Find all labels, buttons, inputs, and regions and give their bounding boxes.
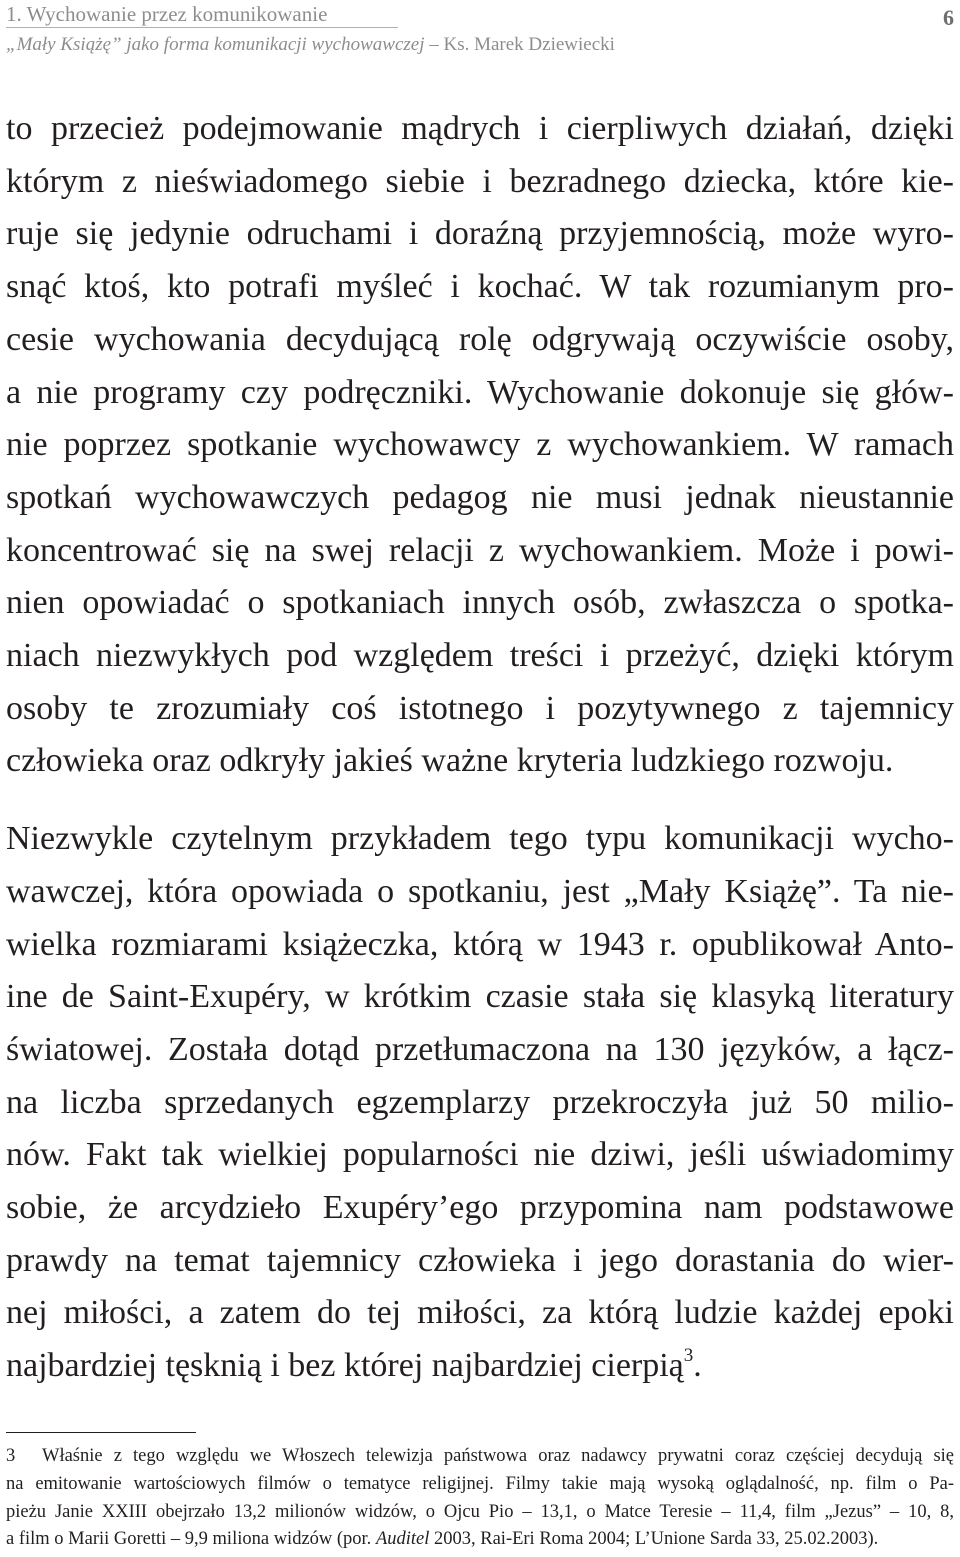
text-line: Niezwykle czytelnym przykładem tego typu komunikacji wycho-: [6, 820, 954, 858]
text-line: prawdy na temat tajemnicy człowieka i jego dorastania do wier-: [6, 1241, 954, 1279]
author: – Ks. Marek Dziewiecki: [424, 34, 615, 55]
text-line: to przecież podejmowanie mądrych i cierpliwych działań, dzięki: [6, 110, 954, 147]
header-subtitle: [6, 33, 615, 57]
body-text: [6, 103, 954, 1393]
text-line: wielka rozmiarami książeczka, którą w 1943 r. opublikował Anto-: [6, 925, 954, 963]
text-line: cesie wychowania decydującą rolę odgrywają oczywiście osoby,: [6, 320, 954, 358]
text-line: niach niezwykłych pod względem treści i przeżyć, dzięki którym: [6, 637, 954, 675]
text-line: sobie, że arcydzieło Exupéry’ego przypomina nam podstawowe: [6, 1189, 954, 1227]
text-line: ruje się jedynie odruchami i doraźną przyjemnością, może wyro-: [6, 215, 954, 253]
footnote-line-3: pieżu Janie XXIII obejrzało 13,2 milionów widzów, o Ojcu Pio – 13,1, o Matce Teresie – 11,4, film „Jezus” – 10, 8,: [6, 1501, 954, 1522]
footnote: [6, 1443, 954, 1554]
text-line: człowieka oraz odkryły jakieś ważne kryteria ludzkiego rozwoju.: [6, 742, 894, 780]
text-line: najbardziej tęsknią i bez której najbardziej cierpią$^3$.: [6, 1345, 702, 1385]
text-line: wawczej, która opowiada o spotkaniu, jest „Mały Książę”. Ta nie-: [6, 872, 954, 910]
footnote-number: 3: [6, 1446, 16, 1466]
footnote-line-4: [6, 1526, 954, 1554]
running-header: [6, 0, 954, 60]
footnote-reference[interactable]: 3: [683, 1345, 694, 1367]
text-line: nien opowiadać o spotkaniach innych osób, zwłaszcza o spotka-: [6, 584, 954, 622]
footnote-separator: [6, 1432, 196, 1433]
text-line: a nie programy czy podręczniki. Wychowanie dokonuje się głów-: [6, 373, 954, 411]
footnote-line-2: na emitowanie wartościowych filmów o tematyce religijnej. Filmy takie mają wysoką oglądalność, np. film o Pa-: [6, 1473, 954, 1494]
line-text: najbardziej tęsknią i bez której najbardziej cierpią: [6, 1347, 684, 1385]
book-title: „Mały Książę” jako forma komunikacji wychowawczej: [6, 34, 425, 55]
text-line: spotkań wychowawczych pedagog nie musi jednak nieustannie: [6, 478, 954, 516]
text-line: nej miłości, a zatem do tej miłości, za którą ludzie każdej epoki: [6, 1294, 954, 1332]
paragraph-2: [6, 813, 954, 1393]
text-line: nie poprzez spotkanie wychowawcy z wychowankiem. W ramach: [6, 426, 954, 464]
text-line: koncentrować się na swej relacji z wychowankiem. Może i powi-: [6, 531, 954, 569]
text-line: osoby te zrozumiały coś istotnego i pozytywnego z tajemnicy: [6, 689, 954, 727]
footnote-text: Właśnie z tego względu we Włoszech telewizja państwowa oraz nadawcy prywatni coraz częściej decydują się: [42, 1446, 954, 1466]
text-line: którym z nieświadomego siebie i bezradnego dziecka, które kie-: [6, 162, 954, 200]
text-line: ine de Saint-Exupéry, w krótkim czasie stała się klasyką literatury: [6, 978, 954, 1016]
footnote-source-title: Auditel: [375, 1529, 430, 1550]
text-line: na liczba sprzedanych egzemplarzy przekroczyła już 50 milio-: [6, 1083, 954, 1121]
text-line: światowej. Została dotąd przetłumaczona na 130 języków, a łącz-: [6, 1030, 954, 1068]
header-underline: [6, 27, 398, 28]
paragraph-1: [6, 103, 954, 788]
text-line: nów. Fakt tak wielkiej popularności nie dziwi, jeśli uświadomimy: [6, 1136, 954, 1174]
footnote-text: a film o Marii Goretti – 9,9 miliona widzów (por.: [6, 1529, 376, 1550]
footnote-line-1: [6, 1443, 954, 1471]
footnote-text: 2003, Rai-Eri Roma 2004; L’Unione Sarda 33, 25.02.2003).: [429, 1529, 879, 1550]
text-line: snąć ktoś, kto potrafi myśleć i kochać. W tak rozumianym pro-: [6, 268, 954, 306]
chapter-title: 1. Wychowanie przez komunikowanie: [6, 2, 328, 26]
page-number: 6: [943, 5, 954, 30]
